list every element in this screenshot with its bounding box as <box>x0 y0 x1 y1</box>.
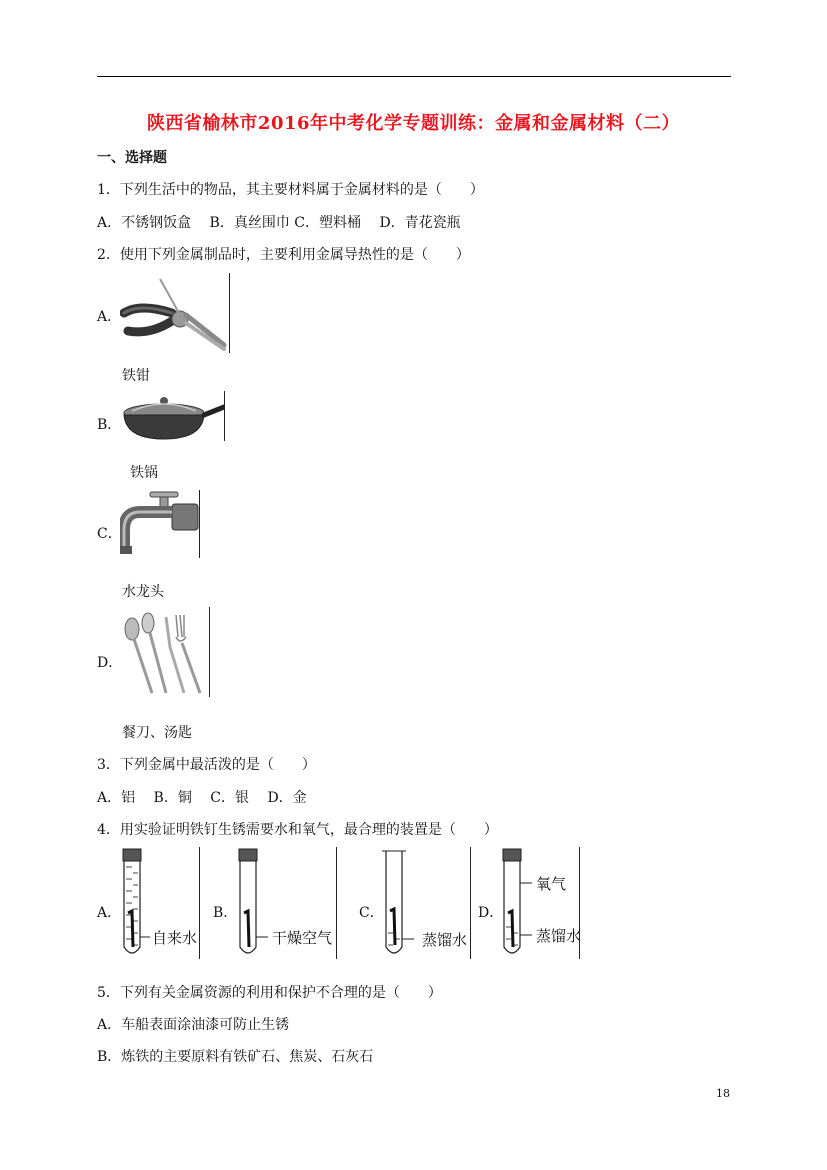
header-rule <box>97 76 731 77</box>
image-border <box>579 847 580 959</box>
question-1-stem: 1．下列生活中的物品，其主要材料属于金属材料的是（ ） <box>97 182 484 198</box>
image-border <box>336 847 337 959</box>
page-number: 18 <box>716 1087 730 1100</box>
faucet-image <box>120 490 200 560</box>
q2-option-b-caption: 铁锅 <box>130 465 158 481</box>
q4-option-c-note: 蒸馏水 <box>422 931 468 949</box>
question-1-options: A．不锈钢饭盒 B．真丝围巾 C．塑料桶 D．青花瓷瓶 <box>97 215 461 231</box>
section-heading: 一、选择题 <box>97 150 167 166</box>
q2-option-d-label: D． <box>97 655 123 671</box>
q2-option-a-caption: 铁钳 <box>122 368 150 384</box>
q2-option-c-caption: 水龙头 <box>122 584 164 600</box>
q4-option-b-note: 干燥空气 <box>272 929 333 947</box>
q4-option-a-label: A． <box>97 905 122 921</box>
q4-option-c-label: C． <box>359 905 384 921</box>
q4-option-b-label: B． <box>213 905 238 921</box>
document-title: 陕西省榆林市2016年中考化学专题训练：金属和金属材料（二） <box>146 113 681 134</box>
q4-option-d-label: D． <box>478 905 504 921</box>
q2-option-d-caption: 餐刀、汤匙 <box>122 725 192 741</box>
question-2-stem: 2．使用下列金属制品时，主要利用金属导热性的是（ ） <box>97 247 470 263</box>
test-tube-b <box>234 847 274 962</box>
question-3-stem: 3．下列金属中最活泼的是（ ） <box>97 757 316 773</box>
question-5-option-a: A．车船表面涂油漆可防止生锈 <box>97 1017 290 1033</box>
q4-option-a-note: 自来水 <box>152 929 198 947</box>
image-border <box>209 607 210 697</box>
question-4-stem: 4．用实验证明铁钉生锈需要水和氧气，最合理的装置是（ ） <box>97 822 498 838</box>
cutlery-image <box>120 607 210 697</box>
q4-option-d-note: 蒸馏水 <box>536 927 582 945</box>
image-border <box>199 490 200 558</box>
test-tube-c <box>380 847 420 962</box>
test-tube-d <box>498 847 538 962</box>
q2-option-a-label: A． <box>97 309 122 325</box>
question-5-stem: 5．下列有关金属资源的利用和保护不合理的是（ ） <box>97 985 442 1001</box>
image-border <box>224 391 225 441</box>
image-border <box>199 847 200 959</box>
image-border <box>470 847 471 959</box>
q4-option-d-note-top: 氧气 <box>536 875 567 893</box>
wok-image <box>120 391 225 443</box>
question-5-option-b: B．炼铁的主要原料有铁矿石、焦炭、石灰石 <box>97 1049 374 1065</box>
image-border <box>229 273 230 353</box>
q2-option-b-label: B． <box>97 417 122 433</box>
pliers-image <box>120 273 230 353</box>
question-3-options: A．铝 B．铜 C．银 D．金 <box>97 790 307 806</box>
q2-option-c-label: C． <box>97 526 122 542</box>
